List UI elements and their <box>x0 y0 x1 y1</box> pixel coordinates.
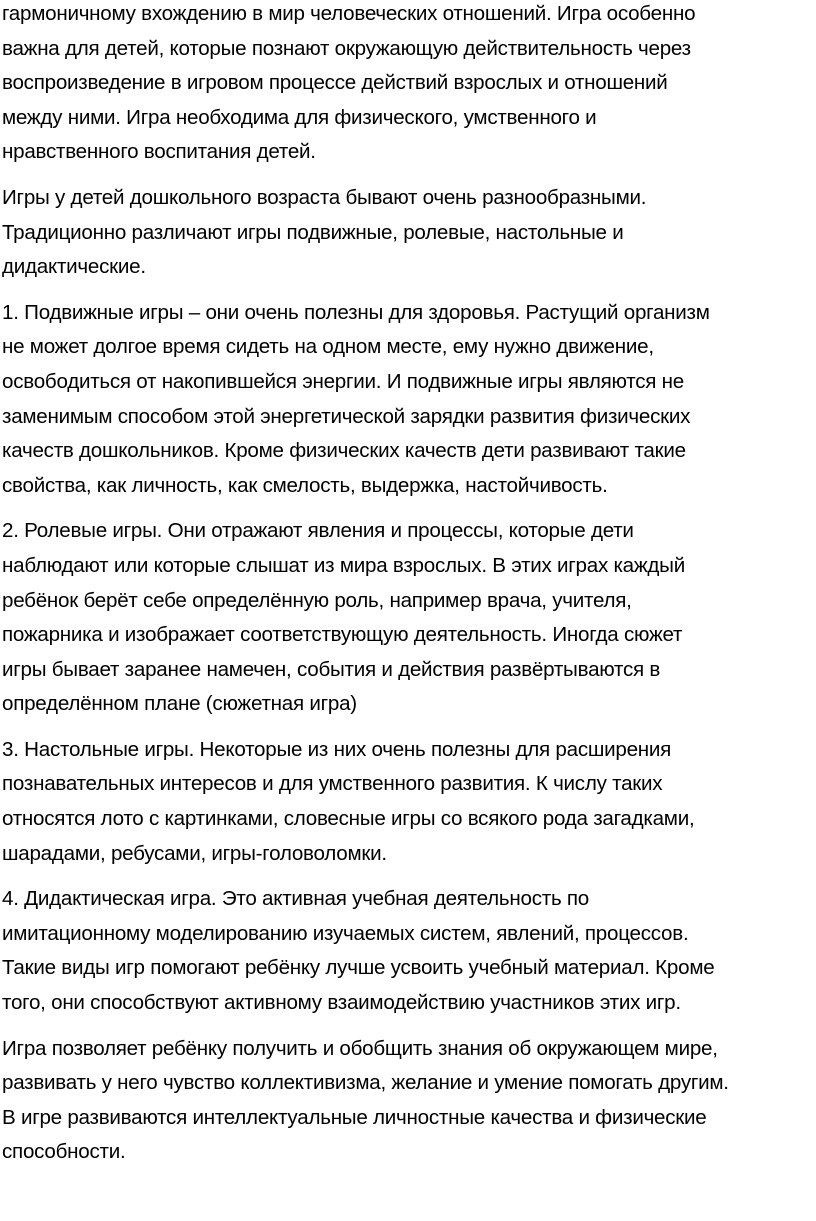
paragraph-active-games: 1. Подвижные игры – они очень полезны для здоровья. Растущий организм не может долгое время сидеть на одном месте, ему нужно движение, освободиться от накопившейся энергии. И подвижные игры являются не заменимым способом этой энергетической зарядки развития физических качеств дошкольников. Кроме физических качеств дети развивают такие свойства, как личность, как смелость, выдержка, настойчивость. <box>2 300 710 497</box>
paragraph-role-games: 2. Ролевые игры. Они отражают явления и процессы, которые дети наблюдают или которые слышат из мира взрослых. В этих играх каждый ребёнок берёт себе определённую роль, например врача, учителя, пожарника и изображает соответствующую деятельность. Иногда сюжет игры бывает заранее намечен, события и действия развёртываются в определённом плане (сюжетная игра) <box>2 519 685 716</box>
paragraph-intro: гармоничному вхождению в мир человеческих отношений. Игра особенно важна для детей, которые познают окружающую действительность через воспроизведение в игровом процессе действий взрослых и отношений между ними. Игра необходима для физического, умственного и нравственного воспитания детей. <box>2 2 696 164</box>
paragraph-didactic-games: 4. Дидактическая игра. Это активная учебная деятельность по имитационному моделированию изучаемых систем, явлений, процессов. Такие виды игр помогают ребёнку лучше усвоить учебный материал. Кроме того, они способствуют активному взаимодействию участников этих игр. <box>2 887 715 1015</box>
paragraph-conclusion: Игра позволяет ребёнку получить и обобщить знания об окружающем мире, развивать у него чувство коллективизма, желание и умение помогать другим. В игре развиваются интеллектуальные личностные качества и физические способности. <box>2 1036 729 1164</box>
paragraph-board-games: 3. Настольные игры. Некоторые из них очень полезны для расширения познавательных интересов и для умственного развития. К числу таких относятся лото с картинками, словесные игры со всякого рода загадками, шарадами, ребусами, игры-головоломки. <box>2 737 695 865</box>
paragraph-game-types: Игры у детей дошкольного возраста бывают очень разнообразными. Традиционно различают игры подвижные, ролевые, настольные и дидактические. <box>2 185 647 279</box>
